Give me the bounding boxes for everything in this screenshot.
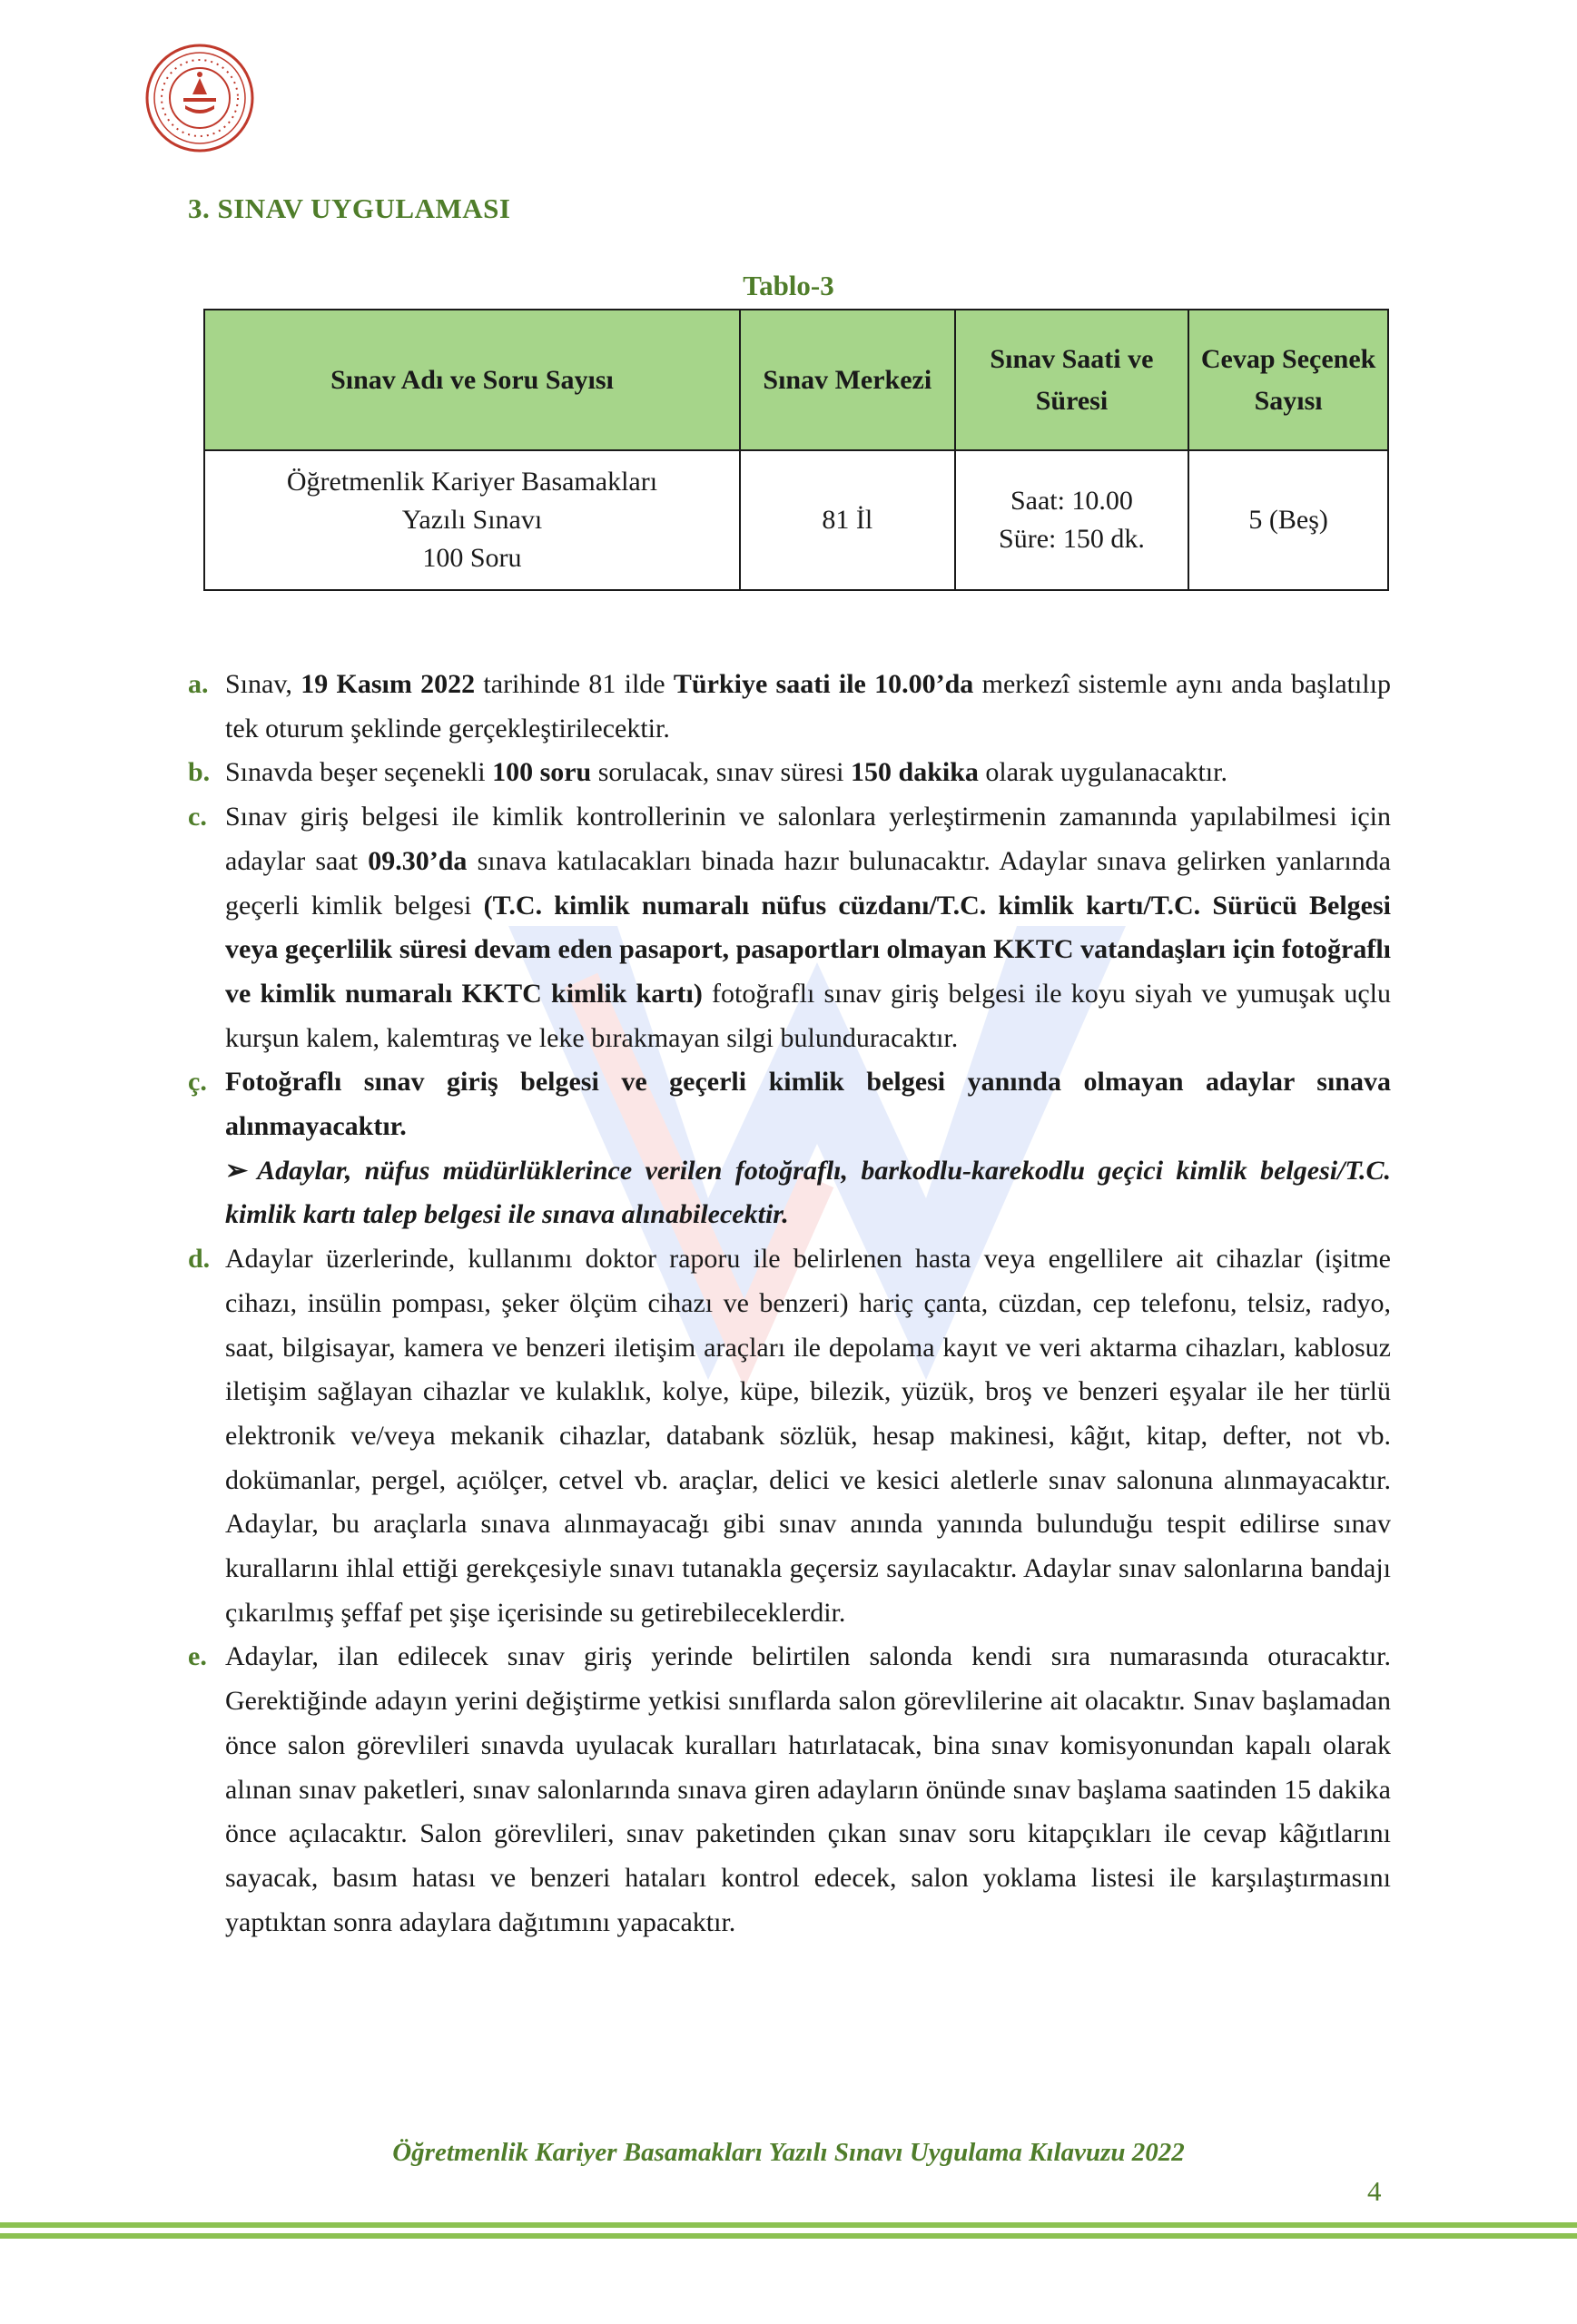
sub-item-text: Adaylar, nüfus müdürlüklerince verilen fotoğraflı, barkodlu-karekodlu geçici kimlik belgesi/T.C. kimlik kartı talep belgesi ile sınava alınabilecektir. — [225, 1155, 1391, 1230]
item-marker: c. — [188, 802, 207, 832]
item-text: sınava katılacakları binada hazır bulunacaktır. Adaylar sınava gelirken yanlarında geçerli kimlik belgesi — [225, 845, 1391, 921]
exam-time-cell — [955, 450, 1189, 590]
item-marker: d. — [188, 1244, 211, 1275]
item-marker: ç. — [188, 1067, 207, 1098]
page-number: 4 — [1367, 2175, 1382, 2207]
item-text: Adaylar, ilan edilecek sınav giriş yerinde belirtilen salonda kendi sıra numarasında oturacaktır. Gerektiğinde adayın yerini değiştirme yetkisi sınıflarda salon görevlilerine ait olacaktır. Sınav başlamadan önce salon görevlileri sınavda uyulacak kuralları hatırlatacak, bina sınav komisyonundan kapalı olarak alınan sınav paketleri, sınav salonlarında sınava giren adayların önünde sınav başlama saatinden 15 dakika önce açılacaktır. Salon görevlileri, sınav paketinden çıkan sınav soru kitapçıkları ile cevap kâğıtlarını sayacak, basım hatası ve benzeri hataları kontrol edecek, salon yoklama listesi ile karşılaştırmasını yaptıktan sonra adaylara dağıtımını yapacaktır. — [225, 1641, 1391, 1937]
item-text: tarihinde 81 ilde — [475, 669, 674, 699]
page-footer: Öğretmenlik Kariyer Basamakları Yazılı Sınavı Uygulama Kılavuzu 2022 — [392, 2138, 1185, 2167]
list-item — [188, 1635, 1391, 1945]
item-marker: e. — [188, 1641, 207, 1672]
exam-center-cell: 81 İl — [740, 450, 955, 590]
item-emphasis: (T.C. kimlik numaralı nüfus cüzdanı/T.C. kimlik kartı/T.C. Sürücü Belgesi veya geçerlilik süresi devam eden pasaport, pasaportları olmayan KKTC vatandaşları için fotoğraflı ve kimlik numaralı KKTC kimlik kartı) — [225, 890, 1391, 1009]
item-marker: a. — [188, 669, 209, 699]
exam-name-line: Yazılı Sınavı — [401, 505, 543, 535]
ministry-seal-logo — [143, 42, 256, 154]
table-caption: Tablo-3 — [743, 270, 834, 301]
table-header-cell: Sınav Saati ve Süresi — [955, 310, 1189, 450]
table-header-cell: Sınav Merkezi — [740, 310, 955, 450]
item-text: fotoğraflı sınav giriş belgesi ile koyu siyah ve yumuşak uçlu kurşun kalem, kalemtıraş ve leke bırakmayan silgi bulunduracaktır. — [225, 978, 1391, 1053]
item-emphasis: 19 Kasım 2022 — [301, 669, 476, 699]
list-item — [188, 751, 1391, 795]
item-text: sorulacak, sınav süresi — [591, 757, 852, 788]
table-row — [204, 450, 1388, 590]
table-header-cell: Sınav Adı ve Soru Sayısı — [204, 310, 740, 450]
exam-name-cell — [204, 450, 740, 590]
list-item — [188, 663, 1391, 751]
exam-name-line: Öğretmenlik Kariyer Basamakları — [286, 467, 658, 497]
item-text: Adaylar üzerlerinde, kullanımı doktor raporu ile belirlenen hasta veya engellilere ait cihazlar (işitme cihazı, insülin pompası, şeker ölçüm cihazı ve benzeri) hariç çanta, cüzdan, cep telefonu, telsiz, radyo, saat, bilgisayar, kamera ve benzeri iletişim araçları ile depolama kayıt ve veri aktarma cihazları, kablosuz iletişim sağlayan cihazlar ve kulaklık, kolye, küpe, bilezik, yüzük, broş ve benzeri eşyalar ile her türlü elektronik ve/veya mekanik cihazlar, databank sözlük, hesap makinesi, kâğıt, kitap, defter, not vb. dokümanlar, pergel, açıölçer, cetvel vb. araçlar, delici ve kesici aletlerle sınav salonuna alınmayacaktır. Adaylar, bu araçlarla sınava alınmayacağı gibi sınav anında yanında bulunduğu tespit edilirse sınav kurallarını ihlal ettiği gerekçesiyle sınavı tutanakla geçersiz sayılacaktır. Adaylar sınav salonlarına bandajı çıkarılmış şeffaf pet şişe içerisinde su getirebileceklerdir. — [225, 1244, 1391, 1628]
item-emphasis: Türkiye saati ile 10.00’da — [673, 669, 974, 699]
exam-duration: Süre: 150 dk. — [999, 524, 1145, 554]
item-text: olarak uygulanacaktır. — [978, 757, 1227, 788]
answer-options-cell: 5 (Beş) — [1188, 450, 1388, 590]
arrow-bullet-icon: ➢ — [225, 1155, 249, 1186]
list-item — [188, 1060, 1391, 1148]
item-text: Sınav, — [225, 669, 301, 699]
item-text: Sınavda beşer seçenekli — [225, 757, 493, 788]
table-header-cell: Cevap Seçenek Sayısı — [1188, 310, 1388, 450]
sub-item — [188, 1149, 1391, 1237]
item-emphasis: 100 soru — [492, 757, 592, 788]
item-text: Fotoğraflı sınav giriş belgesi ve geçerli kimlik belgesi yanında olmayan adaylar sınava alınmayacaktır. — [225, 1067, 1391, 1142]
item-text: Sınav giriş belgesi ile kimlik kontrollerinin ve salonlara yerleştirmenin zamanında yapılabilmesi için adaylar saat — [225, 802, 1391, 876]
exam-info-table — [203, 309, 1389, 591]
question-count: 100 Soru — [422, 543, 522, 573]
list-item — [188, 795, 1391, 1060]
exam-time: Saat: 10.00 — [1010, 486, 1133, 516]
footer-divider — [0, 2222, 1577, 2228]
item-emphasis: 150 dakika — [851, 757, 979, 788]
table-header-row — [204, 310, 1388, 450]
item-text: merkezî sistemle aynı anda başlatılıp tek oturum şeklinde gerçekleştirilecektir. — [225, 669, 1391, 743]
item-emphasis: 09.30’da — [368, 845, 468, 876]
section-title: 3. SINAV UYGULAMASI — [188, 192, 511, 224]
exam-rules-list — [188, 663, 1391, 1945]
footer-divider — [0, 2233, 1577, 2239]
item-marker: b. — [188, 757, 211, 788]
list-item — [188, 1237, 1391, 1635]
